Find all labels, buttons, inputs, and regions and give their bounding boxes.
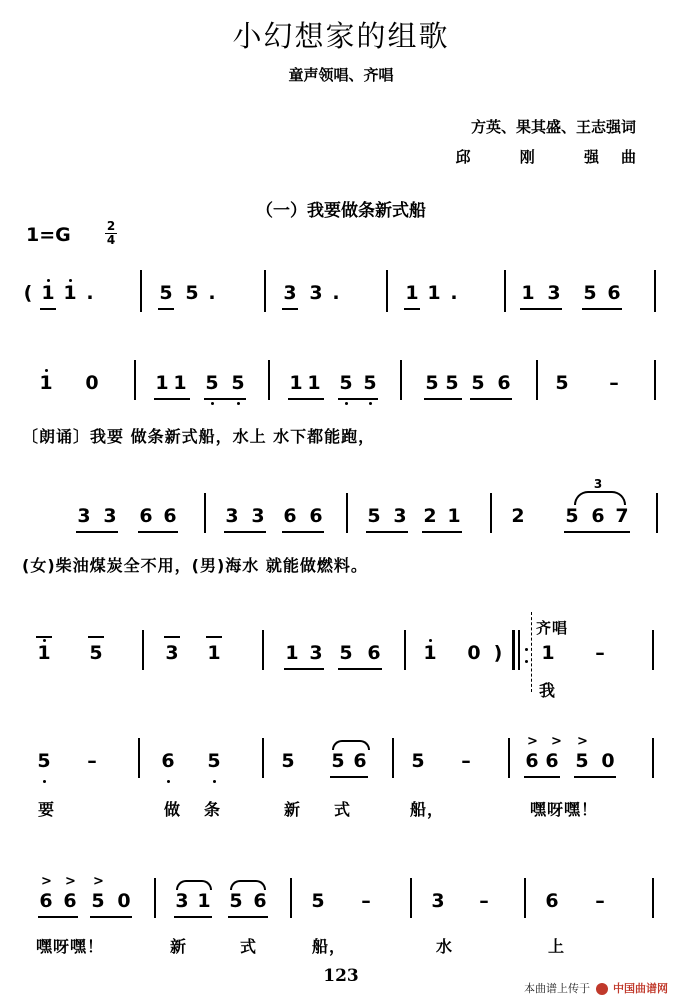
note: – [595, 642, 605, 664]
note: 6 [353, 750, 367, 772]
note: 1 [289, 372, 303, 394]
note: – [461, 750, 471, 772]
beam-underline [574, 776, 616, 778]
note: 5 [411, 750, 425, 772]
barline [512, 630, 515, 670]
lyric-word: 嘿呀嘿！ [530, 800, 599, 819]
note: 0 [85, 372, 99, 394]
beam-underline [282, 531, 324, 533]
beam-underline [470, 398, 512, 400]
note: 1 [541, 642, 555, 664]
accent-mark: > [93, 874, 104, 889]
accent-mark: > [41, 874, 52, 889]
note: 1 [423, 642, 437, 664]
barline [652, 630, 654, 670]
note: 5 [555, 372, 569, 394]
barline [392, 738, 394, 778]
beam-underline [284, 668, 324, 670]
note: 3 [547, 282, 561, 304]
lyric-word: 式 [240, 937, 258, 956]
chorus-label: 齐唱 [536, 619, 569, 637]
barline [262, 630, 264, 670]
barline [268, 360, 270, 400]
note: 6 [525, 750, 539, 772]
slur-arc [176, 880, 212, 890]
barline [654, 360, 656, 400]
dot-note: . [208, 282, 216, 304]
lyric-word: 条 [204, 800, 222, 819]
octave-dot-high [45, 369, 48, 372]
lyric-word: 上 [548, 937, 566, 956]
beam-underline [40, 308, 56, 310]
barline [410, 878, 412, 918]
note: 1 [39, 372, 53, 394]
barline [140, 270, 142, 312]
note: 5 [91, 890, 105, 912]
note: – [87, 750, 97, 772]
note: 6 [139, 505, 153, 527]
note: 0 [601, 750, 615, 772]
beam-underline [228, 916, 268, 918]
time-signature-bottom: 4 [106, 233, 116, 247]
footer-brand: 中国曲谱网 [613, 982, 668, 995]
note: – [361, 890, 371, 912]
note: 3 [309, 282, 323, 304]
octave-dot-high [43, 639, 46, 642]
note: 1 [37, 642, 51, 664]
note: 6 [545, 750, 559, 772]
note: 1 [207, 642, 221, 664]
note: 2 [511, 505, 525, 527]
lyric-line-3: (女)柴油煤炭全不用，(男)海水 就能做燃料。 [22, 556, 368, 575]
dot-note: . [332, 282, 340, 304]
barline [656, 493, 658, 533]
note: 5 [231, 372, 245, 394]
barline [142, 630, 144, 670]
note: 3 [283, 282, 297, 304]
note: 5 [471, 372, 485, 394]
octave-dot-high [47, 279, 50, 282]
note: 6 [39, 890, 53, 912]
note: 1 [155, 372, 169, 394]
barline [404, 630, 406, 670]
beam-underline [158, 308, 174, 310]
composer-credit: 邱 刚 强曲 [455, 148, 658, 166]
accent-mark: > [551, 734, 562, 749]
note: 6 [607, 282, 621, 304]
note: 5 [89, 642, 103, 664]
note: – [595, 890, 605, 912]
note: 3 [175, 890, 189, 912]
note: 5 [363, 372, 377, 394]
lyric-word: 船， [312, 937, 347, 956]
repeat-dot [525, 660, 528, 663]
beam-underline [404, 308, 420, 310]
note: 5 [205, 372, 219, 394]
beam-underline [154, 398, 190, 400]
paren-close: ) [493, 642, 503, 664]
footer-text: 本曲谱上传于 [524, 982, 590, 995]
lyric-line-2: 〔朗诵〕我要 做条新式船，水上 水下都能跑， [22, 427, 376, 446]
barline [536, 360, 538, 400]
beam-underline [36, 636, 52, 638]
note: 3 [251, 505, 265, 527]
note: 1 [427, 282, 441, 304]
note: 5 [425, 372, 439, 394]
beam-underline [138, 531, 178, 533]
barline [652, 878, 654, 918]
note: 3 [431, 890, 445, 912]
lyric-word: 新 [284, 800, 302, 819]
beam-underline [38, 916, 78, 918]
note: 1 [63, 282, 77, 304]
note: 5 [445, 372, 459, 394]
note: 5 [367, 505, 381, 527]
beam-underline [564, 531, 630, 533]
barline [508, 738, 510, 778]
slur-arc [230, 880, 266, 890]
note: 6 [591, 505, 605, 527]
page-title: 小幻想家的组歌 [232, 19, 450, 53]
lyric-word: 船， [410, 800, 445, 819]
dot-note: . [450, 282, 458, 304]
note: 5 [339, 642, 353, 664]
barline [138, 738, 140, 778]
note: 6 [497, 372, 511, 394]
beam-underline [90, 916, 132, 918]
note: 1 [447, 505, 461, 527]
barline [134, 360, 136, 400]
barline [154, 878, 156, 918]
note: 3 [225, 505, 239, 527]
note: 5 [281, 750, 295, 772]
lyricists-credit: 方英、果其盛、王志强词 [470, 118, 636, 136]
lyric-word: 做 [164, 800, 182, 819]
beam-underline [338, 668, 382, 670]
note: 3 [77, 505, 91, 527]
note: 5 [339, 372, 353, 394]
beam-underline [524, 776, 560, 778]
octave-dot-low [345, 402, 348, 405]
note: 6 [253, 890, 267, 912]
beam-underline [204, 398, 246, 400]
barline [504, 270, 506, 312]
beam-underline [164, 636, 180, 638]
beam-underline [174, 916, 212, 918]
note: 1 [197, 890, 211, 912]
beam-underline [520, 308, 562, 310]
dashed-divider [531, 612, 532, 692]
beam-underline [582, 308, 622, 310]
beam-underline [366, 531, 408, 533]
note: 2 [423, 505, 437, 527]
slur-arc [332, 740, 370, 750]
site-logo-icon [596, 983, 608, 995]
note: 3 [103, 505, 117, 527]
note: 0 [117, 890, 131, 912]
barline [262, 738, 264, 778]
octave-dot-low [211, 402, 214, 405]
page-number: 123 [323, 966, 359, 986]
note: 0 [467, 642, 481, 664]
beam-underline [288, 398, 324, 400]
octave-dot-low [369, 402, 372, 405]
beam-underline [422, 531, 462, 533]
barline [654, 270, 656, 312]
accent-mark: > [527, 734, 538, 749]
octave-dot-high [69, 279, 72, 282]
footer [524, 980, 668, 996]
barline [204, 493, 206, 533]
note: 1 [405, 282, 419, 304]
beam-underline [338, 398, 378, 400]
octave-dot-low [43, 780, 46, 783]
barline [346, 493, 348, 533]
note: 5 [159, 282, 173, 304]
accent-mark: > [65, 874, 76, 889]
note: 6 [161, 750, 175, 772]
lyric-line-4-word: 我 [539, 681, 557, 700]
beam-underline [88, 636, 104, 638]
note: 6 [63, 890, 77, 912]
note: 5 [185, 282, 199, 304]
barline [652, 738, 654, 778]
note: 5 [229, 890, 243, 912]
time-signature [104, 220, 118, 247]
lyric-word: 嘿呀嘿！ [36, 937, 105, 956]
note: 1 [521, 282, 535, 304]
note: 6 [283, 505, 297, 527]
beam-underline [424, 398, 462, 400]
note: 3 [165, 642, 179, 664]
barline [518, 630, 520, 670]
note: 5 [207, 750, 221, 772]
note: 3 [393, 505, 407, 527]
triplet-number: 3 [593, 477, 603, 491]
note: 7 [615, 505, 629, 527]
octave-dot-low [237, 402, 240, 405]
key-signature: 1=G [26, 224, 71, 246]
repeat-dot [525, 648, 528, 651]
lyric-word: 要 [38, 800, 56, 819]
lyric-word: 式 [334, 800, 352, 819]
beam-underline [282, 308, 298, 310]
beam-underline [330, 776, 368, 778]
barline [386, 270, 388, 312]
note: 5 [565, 505, 579, 527]
dot-note: . [86, 282, 94, 304]
beam-underline [76, 531, 118, 533]
section-title: （一）我要做条新式船 [256, 201, 426, 221]
note: 1 [173, 372, 187, 394]
paren-open: ( [23, 282, 33, 304]
note: 5 [583, 282, 597, 304]
octave-dot-low [167, 780, 170, 783]
note: 5 [331, 750, 345, 772]
note: 6 [163, 505, 177, 527]
octave-dot-high [429, 639, 432, 642]
barline [524, 878, 526, 918]
accent-mark: > [577, 734, 588, 749]
note: 5 [575, 750, 589, 772]
note: 5 [311, 890, 325, 912]
note: 1 [41, 282, 55, 304]
beam-underline [206, 636, 222, 638]
barline [490, 493, 492, 533]
note: 1 [285, 642, 299, 664]
lyric-word: 水 [436, 937, 454, 956]
note: 6 [309, 505, 323, 527]
octave-dot-low [213, 780, 216, 783]
barline [290, 878, 292, 918]
barline [400, 360, 402, 400]
time-signature-top: 2 [106, 219, 116, 233]
note: 6 [367, 642, 381, 664]
lyric-word: 新 [170, 937, 188, 956]
note: 6 [545, 890, 559, 912]
subtitle: 童声领唱、齐唱 [288, 66, 394, 84]
beam-underline [224, 531, 266, 533]
barline [264, 270, 266, 312]
note: – [479, 890, 489, 912]
note: 5 [37, 750, 51, 772]
note: 3 [309, 642, 323, 664]
note: 1 [307, 372, 321, 394]
note: – [609, 372, 619, 394]
triplet-arc [574, 491, 626, 505]
